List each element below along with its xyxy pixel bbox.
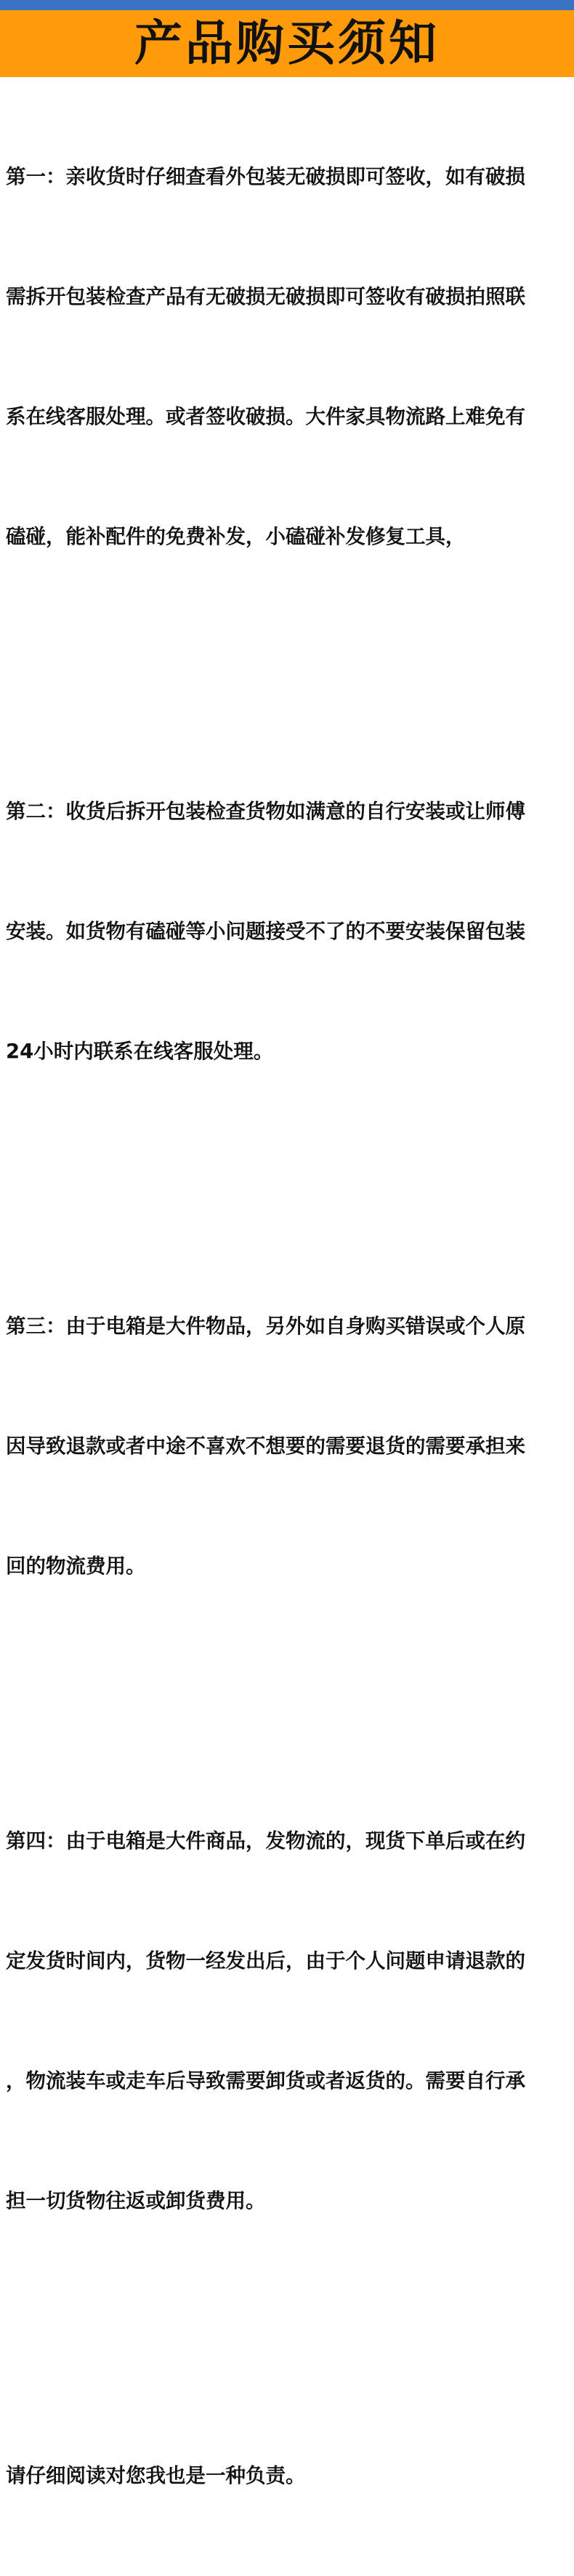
note-line: 回的物流费用。 — [6, 1554, 146, 1578]
note-line: 第二：收货后拆开包装检查货物如满意的自行安装或让师傅 — [6, 800, 525, 823]
title-banner — [0, 10, 574, 77]
note-line: 定发货时间内，货物一经发出后，由于个人问题申请退款的 — [6, 1949, 525, 1973]
purchase-notes — [6, 77, 573, 2576]
note-line: 系在线客服处理。或者签收破损。大件家具物流路上难免有 — [6, 405, 525, 428]
top-accent-bar — [0, 0, 574, 10]
note-1 — [6, 77, 573, 637]
note-line: 第四：由于电箱是大件商品，发物流的，现货下单后或在约 — [6, 1829, 525, 1853]
note-line: 第三：由于电箱是大件物品，另外如自身购买错误或个人原 — [6, 1315, 525, 1338]
note-2 — [6, 712, 573, 1152]
note-line: 因导致退款或者中途不喜欢不想要的需要退货的需要承担来 — [6, 1435, 525, 1458]
paragraph-spacer — [6, 637, 573, 712]
paragraph-spacer — [6, 2301, 573, 2376]
note-line: 需拆开包装检查产品有无破损无破损即可签收有破损拍照联 — [6, 285, 525, 308]
paragraph-spacer — [6, 1152, 573, 1227]
page-title: 产品购买须知 — [134, 15, 440, 71]
note-line: ，物流装车或走车后导致需要卸货或者返货的。需要自行承 — [6, 2069, 525, 2093]
note-line: 安装。如货物有磕碰等小问题接受不了的不要安装保留包装 — [6, 920, 525, 943]
note-line: 担一切货物往返或卸货费用。 — [6, 2189, 266, 2212]
note-line: 磕碰，能补配件的免费补发，小磕碰补发修复工具， — [6, 525, 466, 548]
note-line: 请仔细阅读对您我也是一种负责。 — [6, 2464, 306, 2487]
note-line: 第一：亲收货时仔细查看外包装无破损即可签收，如有破损 — [6, 165, 525, 188]
note-line: 24小时内联系在线客服处理。 — [6, 1040, 274, 1063]
note-3 — [6, 1227, 573, 1666]
note-4 — [6, 1741, 573, 2301]
paragraph-spacer — [6, 1666, 573, 1741]
closing-note — [6, 2376, 573, 2576]
